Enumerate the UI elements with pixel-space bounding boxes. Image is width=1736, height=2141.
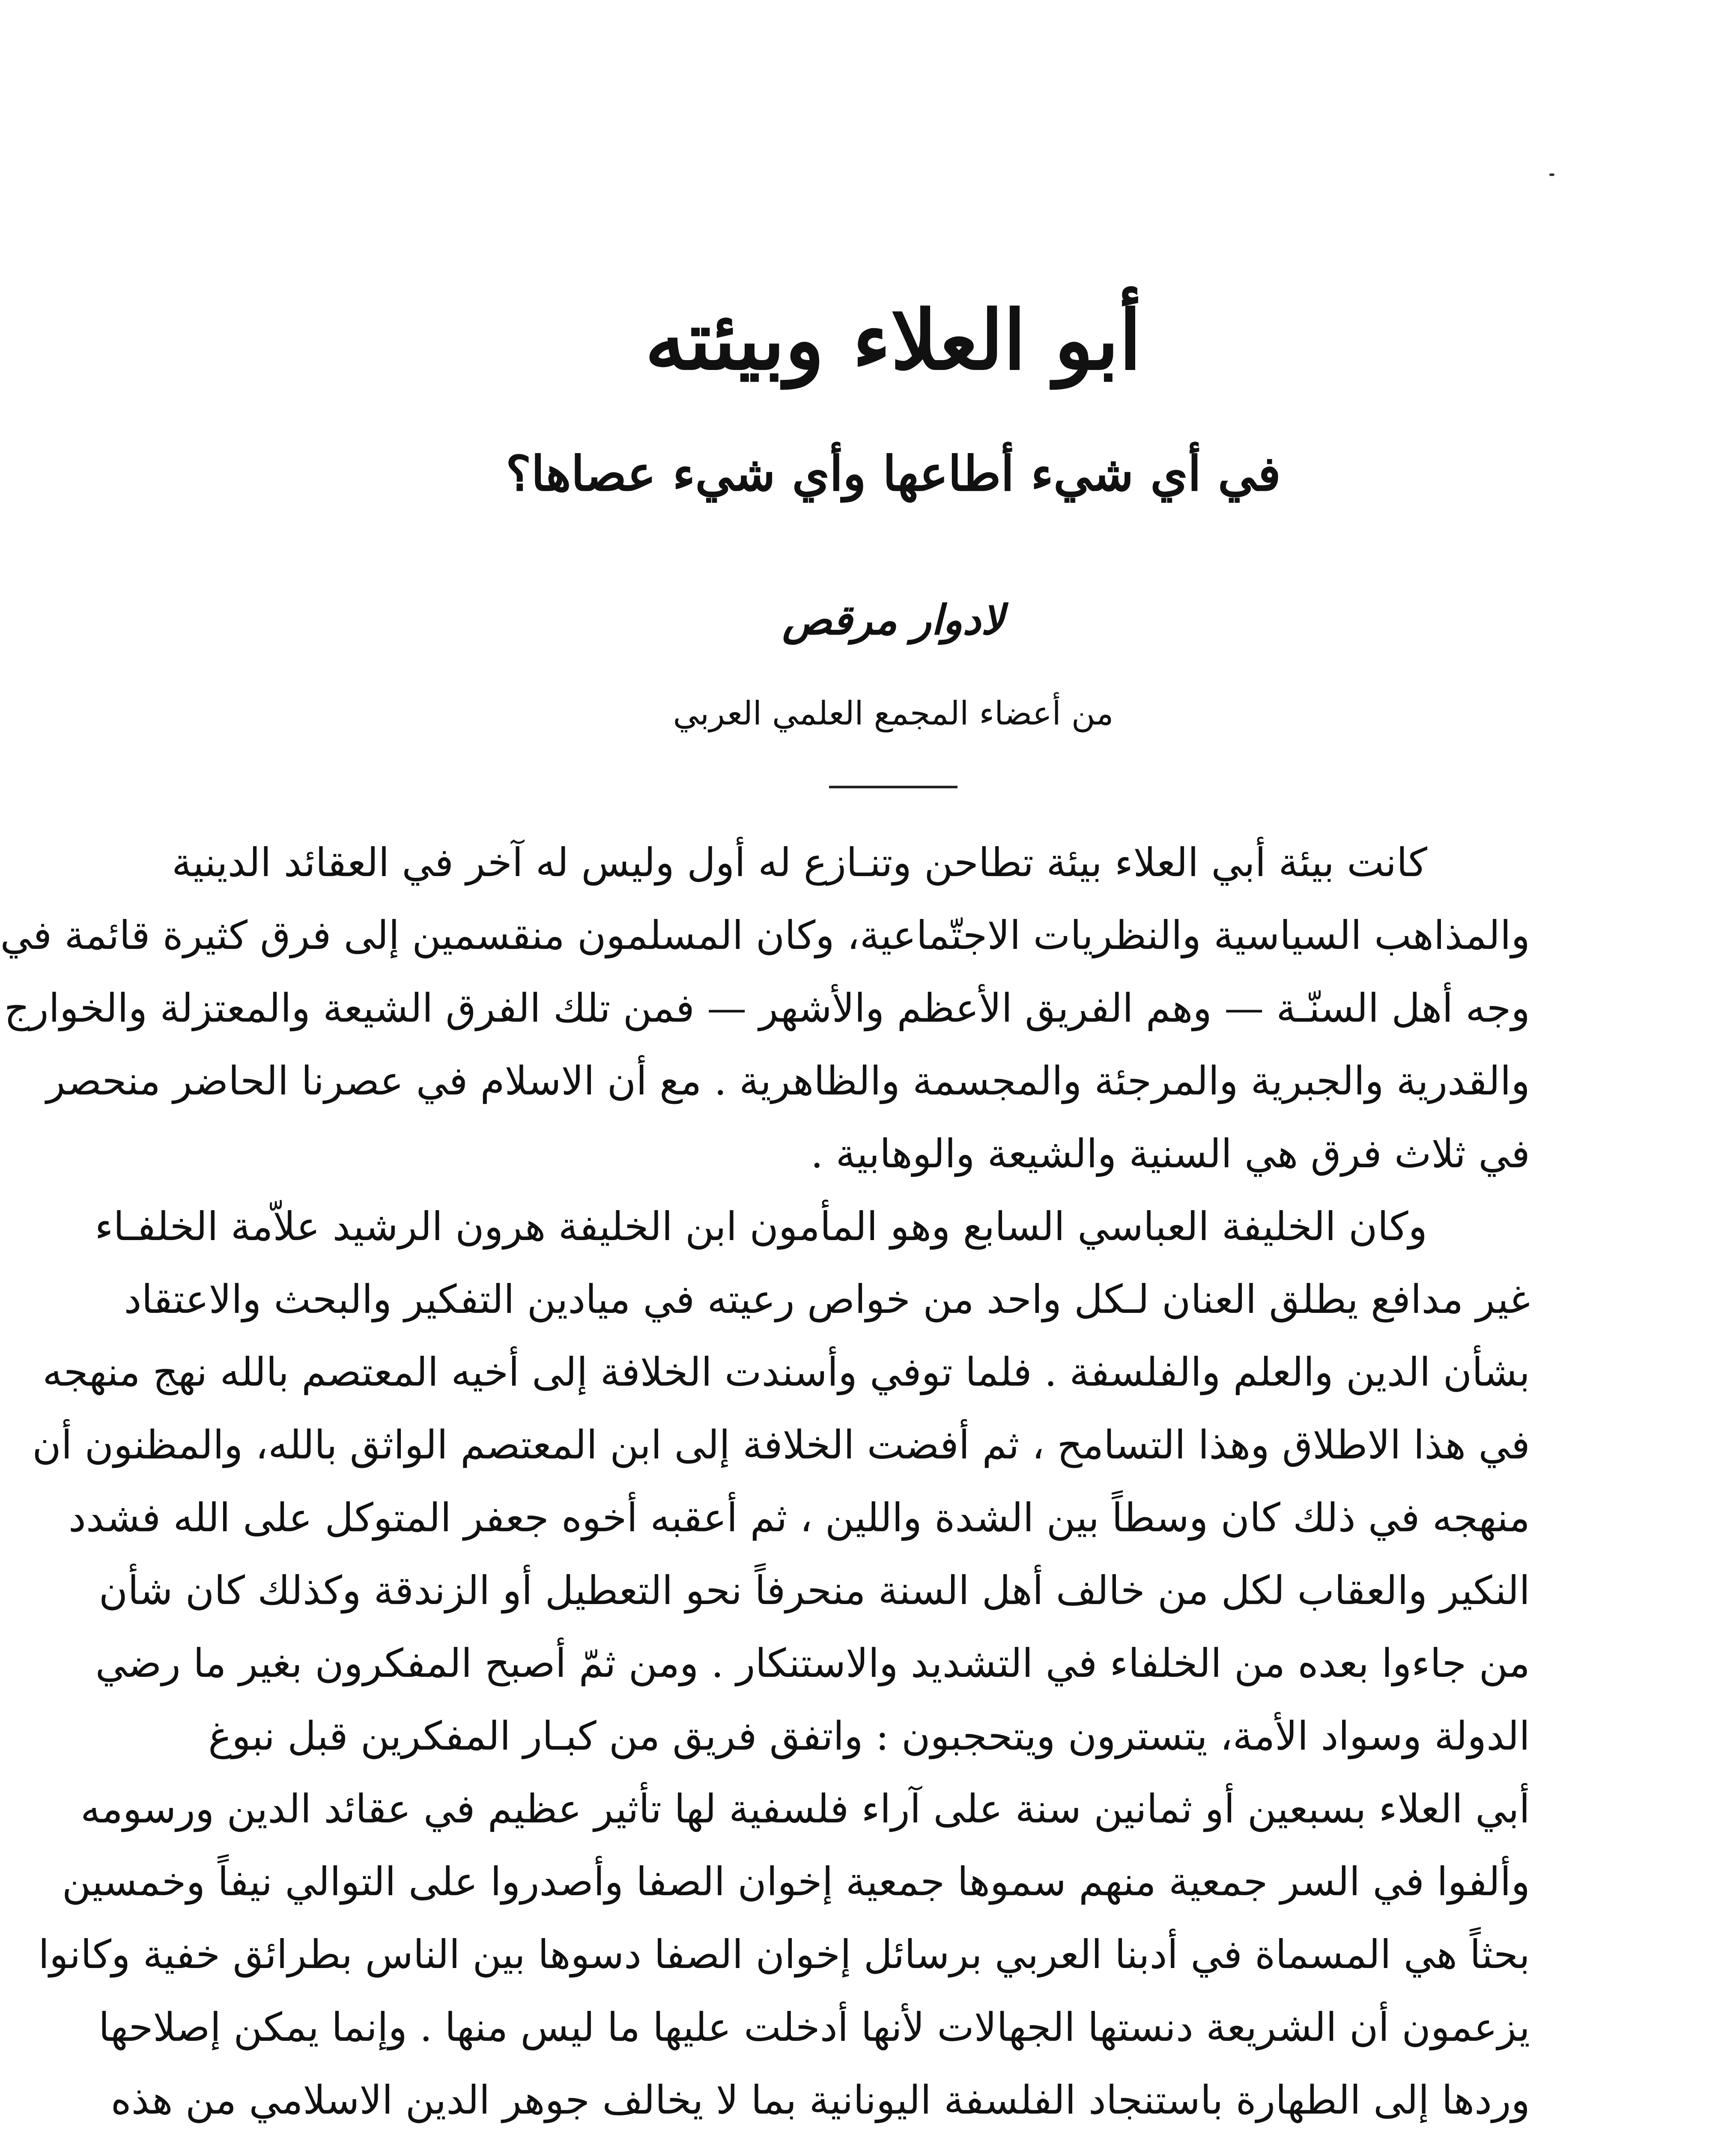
body-line: وكان الخليفة العباسي السابع وهو المأمون ابن الخليفة هرون الرشيد علاّمة الخلفـاء — [95, 1204, 1427, 1249]
body-line: من جاءوا بعده من الخلفاء في التشديد والاستنكار . ومن ثمّ أصبح المفكرون بغير ما رضي — [95, 1640, 1530, 1686]
body-line: والمذاهب السياسية والنظريات الاجتّماعية، وكان المسلمون منقسمين إلى فرق كثيرة قائمة في — [0, 912, 1530, 958]
body-line: والقدرية والجبرية والمرجئة والمجسمة والظاهرية . مع أن الاسلام في عصرنا الحاضر منحصر — [46, 1058, 1530, 1104]
body-line: في هذا الاطلاق وهذا التسامح ، ثم أفضت الخلافة إلى ابن المعتصم الواثق بالله، والمظنون أن — [32, 1422, 1530, 1468]
body-line: وجه أهل السنّـة — وهم الفريق الأعظم والأشهر — فمن تلك الفرق الشيعة والمعتزلة والخوارج — [4, 985, 1530, 1031]
body-line: غير مدافع يطلق العنان لـكل واحد من خواص رعيته في ميادين التفكير والبحث والاعتقاد — [124, 1276, 1530, 1322]
title-divider — [829, 786, 957, 788]
body-line: وألفوا في السر جمعية منهم سموها جمعية إخوان الصفا وأصدروا على التوالي نيفاً وخمسين — [62, 1859, 1530, 1905]
body-line: أبي العلاء بسبعين أو ثمانين سنة على آراء فلسفية لها تأثير عظيم في عقائد الدين ورسومه — [81, 1786, 1530, 1832]
body-line: في ثلاث فرق هي السنية والشيعة والوهابية . — [811, 1131, 1530, 1177]
scan-speck — [1549, 173, 1554, 176]
article-body — [0, 826, 1530, 2141]
body-line: يزعمون أن الشريعة دنستها الجهالات لأنها أدخلت عليها ما ليس منها . وإنما يمكن إصلاحها — [98, 2004, 1530, 2050]
article-title: أبو العلاء وبيئته — [645, 292, 1142, 388]
body-line: وردها إلى الطهارة باستنجاد الفلسفة اليونانية بما لا يخالف جوهر الدين الاسلامي من هذه — [110, 2077, 1530, 2123]
body-line: الدولة وسواد الأمة، يتسترون ويتحجبون : واتفق فريق من كبـار المفكرين قبل نبوغ — [208, 1713, 1530, 1759]
article-subtitle: في أي شيء أطاعها وأي شيء عصاها؟ — [506, 446, 1281, 502]
body-line: كانت بيئة أبي العلاء بيئة تطاحن وتنـازع له أول وليس له آخر في العقائد الدينية — [172, 840, 1427, 886]
author-name: لادوار مرقص — [782, 596, 1005, 644]
body-line: بشأن الدين والعلم والفلسفة . فلما توفي وأسندت الخلافة إلى أخيه المعتصم بالله نهج منهجه — [42, 1349, 1530, 1395]
body-line: منهجه في ذلك كان وسطاً بين الشدة واللين ، ثم أعقبه أخوه جعفر المتوكل على الله فشدد — [68, 1495, 1530, 1541]
body-line: بحثاً هي المسماة في أدبنا العربي برسائل إخوان الصفا دسوها بين الناس بطرائق خفية وكانوا — [38, 1932, 1530, 1977]
body-line — [245, 2137, 1530, 2141]
body-line: النكير والعقاب لكل من خالف أهل السنة منحرفاً نحو التعطيل أو الزندقة وكذلك كان شأن — [98, 1568, 1530, 1613]
author-affiliation: من أعضاء المجمع العلمي العربي — [673, 694, 1114, 732]
